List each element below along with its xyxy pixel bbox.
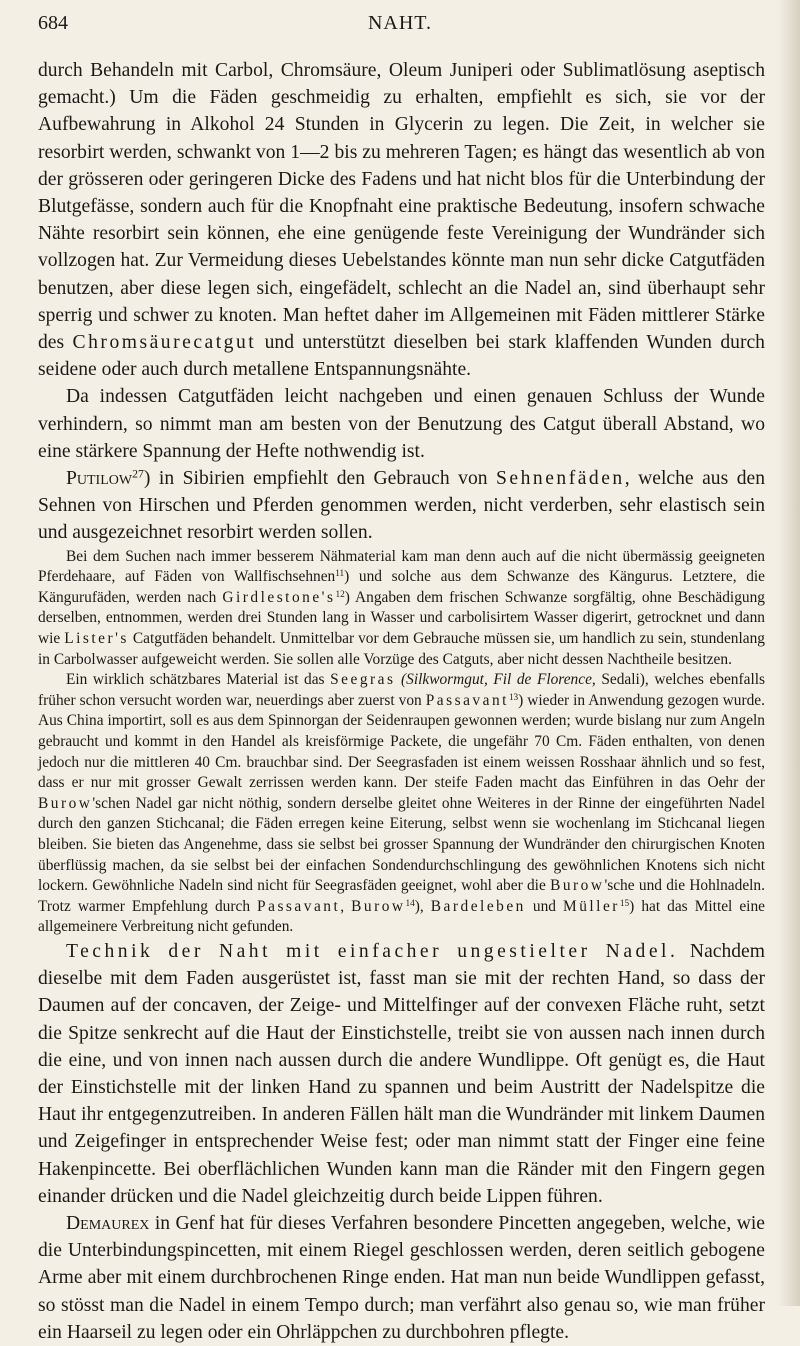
footnote-ref: 14 <box>405 897 415 908</box>
author-name: Bardeleben <box>430 897 526 915</box>
paragraph-chromic-catgut: durch Behandeln mit Carbol, Chromsäure, Oleum Juniperi oder Sublimatlösung aseptisch gemacht.) Um die Fäden geschmeidig zu erhalten, empfiehlt es sich, sie vor der Aufbewahrung in Alkohol 24 Stunden in Glycerin zu legen. Die Zeit, in welcher sie resorbirt werden, schwankt von 1—2 bis zu mehreren Tagen; es hängt das wesentlich ab von der grösseren oder geringeren Dicke des Fadens und hat nicht blos für die Unterbindung der Blutgefässe, sondern auch für die Knopfnaht eine praktische Bedeutung, insofern schwache Nähte resorbirt sein können, ehe eine genügende feste Vereinigung der Wundränder sich vollzogen hat. Zur Vermeidung dieses Uebelstandes könnte man nun sehr dicke Catgutfäden benutzen, aber diese legen sich, eingefädelt, schlecht an die Nadel an, sind überhaupt sehr sperrig und schwer zu knoten. Man heftet daher im Allgemeinen mit Fäden mittlerer Stärke des Chromsäurecatgut und unterstützt dieselben bei stark klaffenden Wunden durch seidene oder auch durch metallene Entspannungsnähte. <box>38 60 765 381</box>
author-name: Burow <box>550 877 605 895</box>
author-name: Demaurex <box>66 1212 150 1234</box>
footnote-ref: 15 <box>619 897 630 908</box>
spaced-term: Seegras <box>330 671 396 689</box>
author-name: Passavant <box>425 691 509 709</box>
author-name: Putilow <box>66 468 133 490</box>
author-name: Burow <box>38 794 93 812</box>
paragraph-demaurex: Demaurex in Genf hat für dieses Verfahren besondere Pincetten angegeben, welche, wie die Unterbindungspincetten, mit einem Riegel geschlossen werden, deren seitlich gebogene Arme aber mit einem durchbrochenen Ringe enden. Hat man nun beide Wundlippen gefasst, so stösst man die Nadel in einem Tempo durch; man verfährt also genau so, wie man früher ein Haarseil zu legen oder ein Ohrläppchen zu durchbohren pflegte. <box>38 1212 765 1343</box>
footnote-ref: 13 <box>508 691 519 702</box>
footnote-ref: 12 <box>335 588 345 599</box>
paragraph-tendon-threads: Putilow$^{27}$) in Sibirien empfiehlt den Gebrauch von Sehnenfäden, welche aus den Sehnen von Hirschen und Pferden genommen werden, nicht verderben, sehr elastisch sein und ausgezeichnet resorbirt werden sollen. <box>38 467 765 544</box>
spaced-term: Chromsäurecatgut <box>72 332 257 354</box>
footnote-ref: 11 <box>335 568 345 579</box>
paragraph-suture-technique: Technik der Naht mit einfacher ungestielter Nadel. Nachdem dieselbe mit dem Faden ausgerüstet ist, fasst man sie mit der rechten Hand, so dass der Daumen auf der concaven, der Zeige- und Mittelfinger auf der convexen Fläche ruht, setzt die Spitze senkrecht auf die Haut der Einstichstelle, treibt sie von aussen nach innen durch die eine, und von innen nach aussen durch die andere Wundlippe. Oft genügt es, die Haut der Einstichstelle mit der linken Hand zu spannen und beim Austritt der Nadelspitze die Haut ihr entgegenzutreiben. In anderen Fällen hält man die Wundränder mit linkem Daumen und Zeigefinger in entsprechender Weise fest; oder man nimmt statt der Finger eine feine Hakenpincette. Bei oberflächlichen Wunden kann man die Ränder mit den Fingern gegen einander drücken und die Nadel gleichzeitig durch beide Lippen führen. <box>38 940 765 1207</box>
author-name: Müller <box>563 897 620 915</box>
author-name: Burow <box>351 897 406 915</box>
paragraph-silkworm-gut: Ein wirklich schätzbares Material ist das Seegras (Silkwormgut, Fil de Florence, Sedali), welches ebenfalls früher schon versucht worden war, neuerdings aber zuerst von Passavant$^{13}$) wieder in Anwendung gezogen wurde. Aus China importirt, soll es aus dem Spinnorgan der Seidenraupen gewonnen werden; wurde bislang nur zum Angeln gebraucht und kommt in den Handel als kreisförmige Packete, die ungefähr 70 Cm. Fäden enthalten, von denen jedoch nur die mittleren 40 Cm. brauchbar sind. Der Seegrasfaden ist einem weissen Rosshaar ähnlich und so fest, dass er nur mit grosser Gewalt zerrissen werden kann. Der steife Faden macht das Einführen in das Oehr der Burow'schen Nadel gar nicht nöthig, sondern derselbe gleitet ohne Weiteres in der Rinne der eingeführten Nadel durch den ganzen Stichcanal; die Fäden erregen keine Eiterung, selbst wenn sie wochenlang im Stichcanal liegen bleiben. Sie bieten das Angenehme, dass sie selbst bei grosser Spannung der Wundränder den chirurgischen Knoten überflüssig machen, da sie selbst bei der einfachen Sondendurchschlingung des gewöhnlichen Knotens sich nicht lockern. Gewöhnliche Nadeln sind nicht für Seegrasfäden geeignet, wohl aber die Burow'sche und die Hohlnadeln. Trotz warmer Empfehlung durch Passavant, Burow$^{14}$), Bardeleben und Müller$^{15}$) hat das Mittel eine allgemeinere Verbreitung nicht gefunden. <box>38 671 765 936</box>
page-edge-shadow <box>778 0 800 1306</box>
footnote-ref: 27 <box>132 467 144 481</box>
section-heading: Technik der Naht mit einfacher ungestielter Nadel. <box>66 940 679 962</box>
paragraph-catgut-limits: Da indessen Catgutfäden leicht nachgeben und einen genauen Schluss der Wunde verhindern, so nimmt man am besten von der Benutzung des Catgut überall Abstand, wo eine stärkere Spannung der Hefte nothwendig ist. <box>38 386 765 462</box>
spaced-term: Sehnenfäden <box>496 468 625 490</box>
page-header <box>38 12 762 38</box>
body-text <box>38 57 765 1346</box>
author-name: Lister's <box>64 630 129 648</box>
page-number: 684 <box>38 12 68 34</box>
italic-term: (Silkwormgut, Fil de Florence, <box>395 671 596 689</box>
author-name: Passavant <box>257 897 341 915</box>
author-name: Girdlestone's <box>222 588 336 606</box>
running-title: NAHT. <box>367 12 433 34</box>
paragraph-kangaroo-threads: Bei dem Suchen nach immer besserem Nähmaterial kam man denn auch auf die nicht übermässig geeigneten Pferdehaare, auf Fäden von Wallfischsehnen$^{11}$) und solche aus dem Schwanze des Kängurus. Letztere, die Kängurufäden, werden nach $Girdlestone's^{12}$) Angaben dem frischen Schwanze sorgfältig, ohne Beschädigung derselben, entnommen, werden drei Stunden lang in Wasser und carbolisirtem Wasser digerirt, getrocknet und dann wie Lister's Catgutfäden behandelt. Unmittelbar vor dem Gebrauche müssen sie, um handlich zu sein, stundenlang in Carbolwasser aufgeweicht werden. Sie sollen alle Vorzüge des Catguts, aber nicht dessen Nachtheile besitzen. <box>38 547 765 668</box>
